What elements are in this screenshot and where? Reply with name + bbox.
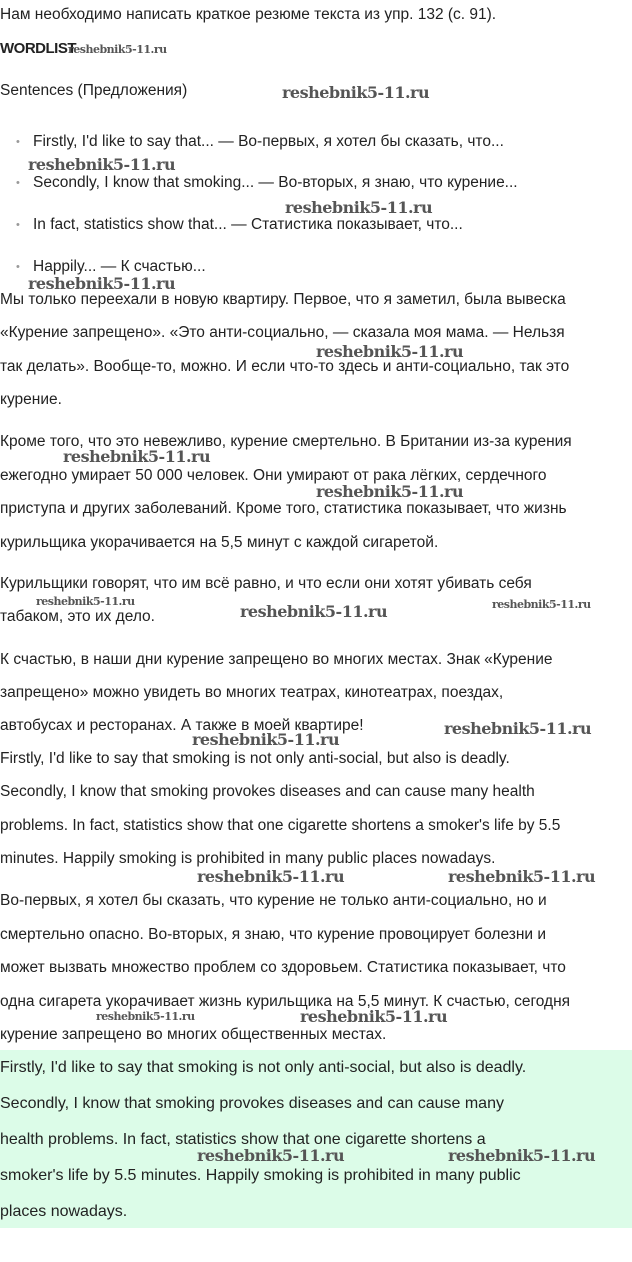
list-item-text: Firstly, I'd like to say that... — Во-первых, я хотел бы сказать, что... <box>33 133 504 150</box>
text-line: автобусах и ресторанах. А также в моей квартире! <box>0 717 364 734</box>
watermark: reshebnik5-11.ru <box>448 867 596 886</box>
text-line: Кроме того, что это невежливо, курение смертельно. В Британии из-за курения <box>0 433 572 450</box>
text-line: так делать». Вообще-то, можно. И если что-то здесь и анти-социально, так это <box>0 357 570 375</box>
text-line: Firstly, I'd like to say that smoking is not only anti-social, but also is deadly. <box>0 750 510 767</box>
intro-text: Нам необходимо написать краткое резюме текста из упр. 132 (с. 91). <box>0 6 497 23</box>
text-line: смертельно опасно. Во-вторых, я знаю, что курение провоцирует болезни и <box>0 925 547 943</box>
watermark: reshebnik5-11.ru <box>316 482 464 501</box>
summary-english <box>0 742 560 875</box>
text-line: курение запрещено во многих общественных местах. <box>0 1026 387 1043</box>
list-item <box>16 216 463 234</box>
watermark: reshebnik5-11.ru <box>63 447 211 466</box>
text-line: ежегодно умирает 50 000 человек. Они умирают от рака лёгких, сердечного <box>0 466 547 484</box>
watermark: reshebnik5-11.ru <box>197 1146 345 1165</box>
text-line: health problems. In fact, statistics show that one cigarette shortens a <box>0 1131 486 1148</box>
answer-english <box>0 1050 526 1230</box>
watermark: reshebnik5-11.ru <box>282 83 430 102</box>
watermark: reshebnik5-11.ru <box>36 595 135 608</box>
watermark: reshebnik5-11.ru <box>285 198 433 217</box>
list-item <box>16 133 504 151</box>
watermark: reshebnik5-11.ru <box>28 274 176 293</box>
story-paragraph-2 <box>0 425 572 559</box>
summary-russian <box>0 884 570 1052</box>
text-line: minutes. Happily smoking is prohibited in many public places nowadays. <box>0 849 496 867</box>
text-line: places nowadays. <box>0 1203 128 1220</box>
watermark: reshebnik5-11.ru <box>448 1146 596 1165</box>
text-line: табаком, это их дело. <box>0 608 155 625</box>
text-line: может вызвать множество проблем со здоровьем. Статистика показывает, что <box>0 959 566 976</box>
text-line: «Курение запрещено». «Это анти-социально, — сказала моя мама. — Нельзя <box>0 324 565 342</box>
list-item-text: Happily... — К счастью... <box>33 258 206 275</box>
watermark: reshebnik5-11.ru <box>96 1010 195 1023</box>
text-line: приступа и других заболеваний. Кроме того, статистика показывает, что жизнь <box>0 500 567 517</box>
watermark: reshebnik5-11.ru <box>316 342 464 361</box>
text-line: Secondly, I know that smoking provokes diseases and can cause many <box>0 1095 504 1112</box>
text-line: одна сигарета укорачивает жизнь курильщика на 5,5 минут. К счастью, сегодня <box>0 992 571 1010</box>
list-item <box>16 174 518 192</box>
watermark: reshebnik5-11.ru <box>240 602 388 621</box>
watermark: reshebnik5-11.ru <box>492 598 591 611</box>
text-line: курение. <box>0 390 62 408</box>
watermark: reshebnik5-11.ru <box>300 1007 448 1026</box>
watermark: reshebnik5-11.ru <box>444 719 592 738</box>
list-item-text: In fact, statistics show that... — Статистика показывает, что... <box>33 216 463 233</box>
text-line: курильщика укорачивается на 5,5 минут с каждой сигаретой. <box>0 533 439 551</box>
text-line: Во-первых, я хотел бы сказать, что курение не только анти-социально, но и <box>0 892 547 909</box>
text-line: Курильщики говорят, что им всё равно, и что если они хотят убивать себя <box>0 575 532 592</box>
text-line: К счастью, в наши дни курение запрещено во многих местах. Знак «Курение <box>0 651 553 668</box>
text-line: smoker's life by 5.5 minutes. Happily smoking is prohibited in many public <box>0 1167 521 1184</box>
text-line: Secondly, I know that smoking provokes diseases and can cause many health <box>0 783 535 801</box>
text-line: Мы только переехали в новую квартиру. Первое, что я заметил, была вывеска <box>0 291 566 308</box>
wordlist-heading: WORDLIST <box>0 40 76 57</box>
watermark: reshebnik5-11.ru <box>28 155 176 174</box>
story-paragraph-1 <box>0 283 569 416</box>
text-line: Firstly, I'd like to say that smoking is not only anti-social, but also is deadly. <box>0 1059 527 1076</box>
sentences-heading: Sentences (Предложения) <box>0 82 188 99</box>
list-item-text: Secondly, I know that smoking... — Во-вторых, я знаю, что курение... <box>33 174 518 191</box>
watermark: reshebnik5-11.ru <box>197 867 345 886</box>
text-line: problems. In fact, statistics show that one cigarette shortens a smoker's life by 5.5 <box>0 816 561 834</box>
text-line: запрещено» можно увидеть во многих театрах, кинотеатрах, поездах, <box>0 684 504 701</box>
watermark: reshebnik5-11.ru <box>68 43 167 56</box>
watermark: reshebnik5-11.ru <box>192 730 340 749</box>
